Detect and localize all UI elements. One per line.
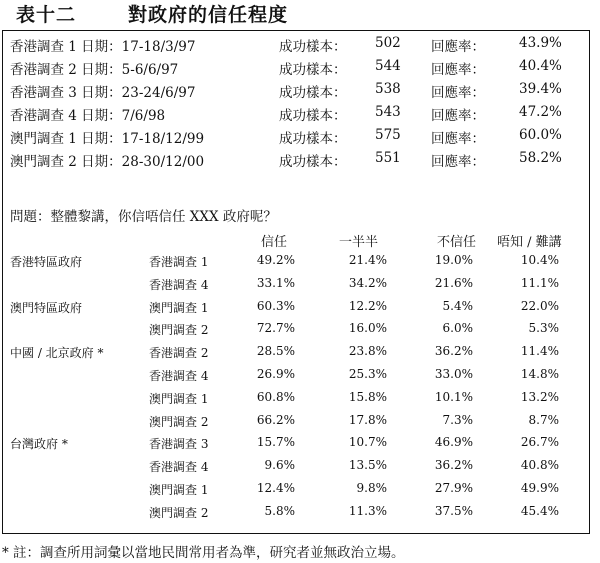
value-cell: 6.0% <box>442 321 473 336</box>
value-cell: 49.9% <box>520 481 559 495</box>
value-cell: 9.8% <box>356 481 387 495</box>
sample-size: 551 <box>375 150 401 166</box>
sample-size: 575 <box>375 127 401 143</box>
table-row <box>3 344 587 366</box>
survey-name: 澳門調查 1 <box>149 483 209 497</box>
value-cell: 21.6% <box>434 275 473 290</box>
value-cell: 11.1% <box>520 275 559 290</box>
value-cell: 46.9% <box>434 435 473 450</box>
table-row <box>3 413 587 435</box>
survey-name: 香港調查 4 <box>149 369 209 383</box>
value-cell: 13.5% <box>348 458 387 473</box>
government-label: 香港特區政府 <box>10 255 83 269</box>
survey-name: 澳門調查 2 <box>149 414 209 429</box>
survey-label: 香港調查 3 日期：23-24/6/97 <box>10 85 196 101</box>
value-cell: 9.6% <box>264 458 295 473</box>
column-header: 唔知 / 難講 <box>497 235 562 250</box>
value-cell: 10.7% <box>348 435 387 450</box>
survey-label: 香港調查 1 日期：17-18/3/97 <box>10 39 196 55</box>
value-cell: 17.8% <box>348 412 387 427</box>
value-cell: 16.0% <box>348 321 387 336</box>
response-rate: 39.4% <box>519 81 562 97</box>
survey-name: 香港調查 2 <box>149 346 209 361</box>
value-cell: 72.7% <box>256 321 295 336</box>
sample-label: 成功樣本： <box>279 85 347 101</box>
sample-label: 成功樣本： <box>279 39 347 55</box>
survey-label: 澳門調查 1 日期：17-18/12/99 <box>10 131 205 147</box>
table-row <box>3 367 587 389</box>
value-cell: 66.2% <box>256 412 295 427</box>
response-rate: 60.0% <box>519 127 562 143</box>
response-rate-label: 回應率： <box>431 62 485 78</box>
table-row <box>3 504 587 526</box>
table-frame <box>2 30 590 534</box>
value-cell: 13.2% <box>520 389 559 404</box>
response-rate: 43.9% <box>519 35 562 51</box>
survey-name: 澳門調查 1 <box>149 391 209 406</box>
government-label: 台灣政府 * <box>10 437 68 452</box>
survey-name: 澳門調查 2 <box>149 505 209 520</box>
response-rate: 47.2% <box>519 104 562 120</box>
value-cell: 45.4% <box>520 503 559 518</box>
table-row <box>3 458 587 480</box>
value-cell: 5.8% <box>264 503 295 518</box>
value-cell: 10.1% <box>434 389 473 404</box>
response-rate-label: 回應率： <box>431 131 485 147</box>
value-cell: 33.0% <box>434 367 473 381</box>
value-cell: 36.2% <box>434 458 473 473</box>
value-cell: 33.1% <box>256 275 295 290</box>
table-row <box>3 390 587 412</box>
response-rate: 58.2% <box>519 150 562 166</box>
value-cell: 36.2% <box>434 344 473 359</box>
table-row <box>3 481 587 503</box>
response-rate-label: 回應率： <box>431 108 485 124</box>
value-cell: 25.3% <box>348 367 387 381</box>
survey-name: 香港調查 1 <box>149 255 209 269</box>
table-row <box>3 253 587 275</box>
value-cell: 60.3% <box>256 298 295 313</box>
value-cell: 27.9% <box>434 481 473 495</box>
value-cell: 10.4% <box>520 253 559 267</box>
survey-name: 香港調查 3 <box>149 437 209 452</box>
survey-label: 香港調查 2 日期：5-6/6/97 <box>10 62 179 78</box>
sample-size: 544 <box>375 58 401 74</box>
sample-label: 成功樣本： <box>279 131 347 147</box>
sample-label: 成功樣本： <box>279 108 347 124</box>
survey-name: 香港調查 4 <box>149 460 209 475</box>
value-cell: 22.0% <box>520 298 559 313</box>
survey-label: 香港調查 4 日期：7/6/98 <box>10 108 166 124</box>
sample-label: 成功樣本： <box>279 62 347 78</box>
value-cell: 40.8% <box>520 458 559 473</box>
value-cell: 26.9% <box>256 367 295 381</box>
value-cell: 8.7% <box>528 412 559 427</box>
table-title <box>0 0 600 26</box>
value-cell: 14.8% <box>520 367 559 381</box>
table-number: 表十二 <box>16 4 77 26</box>
value-cell: 26.7% <box>520 435 559 450</box>
column-header: 信任 <box>261 235 288 250</box>
table-row <box>3 321 587 343</box>
value-cell: 5.4% <box>442 298 473 313</box>
survey-name: 澳門調查 2 <box>149 323 209 338</box>
value-cell: 5.3% <box>528 321 559 336</box>
response-rate: 40.4% <box>519 58 562 74</box>
response-rate-label: 回應率： <box>431 154 485 170</box>
value-cell: 11.3% <box>348 503 387 518</box>
survey-name: 香港調查 4 <box>149 277 209 292</box>
value-cell: 60.8% <box>256 389 295 404</box>
value-cell: 19.0% <box>434 253 473 267</box>
government-label: 澳門特區政府 <box>10 300 83 315</box>
response-rate-label: 回應率： <box>431 85 485 101</box>
value-cell: 28.5% <box>256 344 295 359</box>
response-rate-label: 回應率： <box>431 39 485 55</box>
table-row <box>3 276 587 298</box>
table-row <box>3 299 587 321</box>
value-cell: 7.3% <box>442 412 473 427</box>
sample-label: 成功樣本： <box>279 154 347 170</box>
value-cell: 37.5% <box>434 503 473 518</box>
value-cell: 12.2% <box>348 298 387 313</box>
value-cell: 49.2% <box>256 253 295 267</box>
column-header: 一半半 <box>339 235 379 250</box>
sample-size: 538 <box>375 81 401 97</box>
table-row <box>3 435 587 457</box>
sample-size: 543 <box>375 104 401 120</box>
value-cell: 34.2% <box>348 275 387 290</box>
government-label: 中國 / 北京政府 * <box>10 346 104 361</box>
question-text: 問題：整體黎講，你信唔信任 XXX 政府呢？ <box>10 209 277 225</box>
value-cell: 12.4% <box>256 481 295 495</box>
value-cell: 21.4% <box>348 253 387 267</box>
footnote: * 註：調查所用詞彙以當地民間常用者為準，研究者並無政治立場。 <box>2 545 405 561</box>
table-title-text: 對政府的信任程度 <box>128 4 289 26</box>
value-cell: 11.4% <box>520 344 559 359</box>
value-cell: 15.7% <box>256 435 295 450</box>
survey-name: 澳門調查 1 <box>149 300 209 315</box>
column-header: 不信任 <box>437 235 477 250</box>
sample-size: 502 <box>375 35 401 51</box>
survey-label: 澳門調查 2 日期：28-30/12/00 <box>10 154 205 170</box>
value-cell: 23.8% <box>348 344 387 359</box>
value-cell: 15.8% <box>348 389 387 404</box>
